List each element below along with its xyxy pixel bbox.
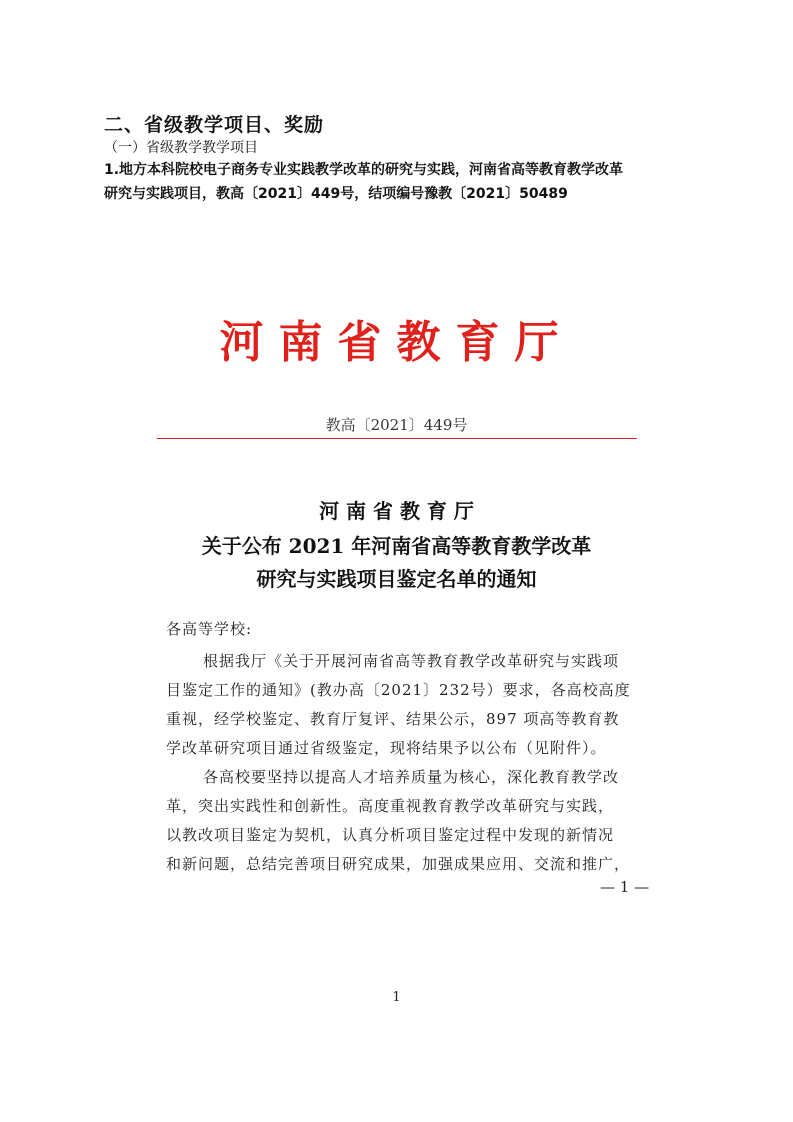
notice-title-line-3: 研究与实践项目鉴定名单的通知 <box>256 567 537 591</box>
letterhead-agency-title: 河南省教育厅 <box>219 317 574 368</box>
letterhead-red-rule <box>157 438 637 439</box>
section-heading: 二、省级教学项目、奖励 <box>104 114 325 136</box>
notice-body-line: 革，突出实践性和创新性。高度重视教育教学改革研究与实践， <box>166 797 615 815</box>
notice-page-marker: — 1 — <box>600 878 650 896</box>
subsection-heading: （一）省级教学教学项目 <box>104 140 258 156</box>
notice-body-line: 各高校要坚持以提高人才培养质量为核心，深化教育教学改 <box>203 768 620 786</box>
document-number: 教高〔2021〕449号 <box>325 416 468 434</box>
page-number: 1 <box>392 990 401 1005</box>
notice-body-line: 根据我厅《关于开展河南省高等教育教学改革研究与实践项 <box>203 652 620 670</box>
notice-body-line: 重视，经学校鉴定、教育厅复评、结果公示，897 项高等教育教 <box>166 710 620 728</box>
notice-body-line: 目鉴定工作的通知》(教办高〔2021〕232号）要求，各高校高度 <box>166 681 631 699</box>
notice-title-line-1: 河 南 省 教 育 厅 <box>319 499 474 523</box>
notice-body-line: 以教改项目鉴定为契机，认真分析项目鉴定过程中发现的新情况 <box>166 826 615 844</box>
project-item-line-2: 研究与实践项目，教高〔2021〕449号，结项编号豫教〔2021〕50489 <box>104 186 568 202</box>
notice-salutation: 各高等学校: <box>166 620 253 638</box>
notice-title-line-2: 关于公布 2021 年河南省高等教育教学改革 <box>201 534 592 558</box>
notice-body-line: 和新问题，总结完善项目研究成果，加强成果应用、交流和推广， <box>166 855 631 873</box>
project-item-line-1: 1.地方本科院校电子商务专业实践教学改革的研究与实践，河南省高等教育教学改革 <box>104 162 624 178</box>
notice-body-line: 学改革研究项目通过省级鉴定，现将结果予以公布（见附件）。 <box>166 739 607 757</box>
